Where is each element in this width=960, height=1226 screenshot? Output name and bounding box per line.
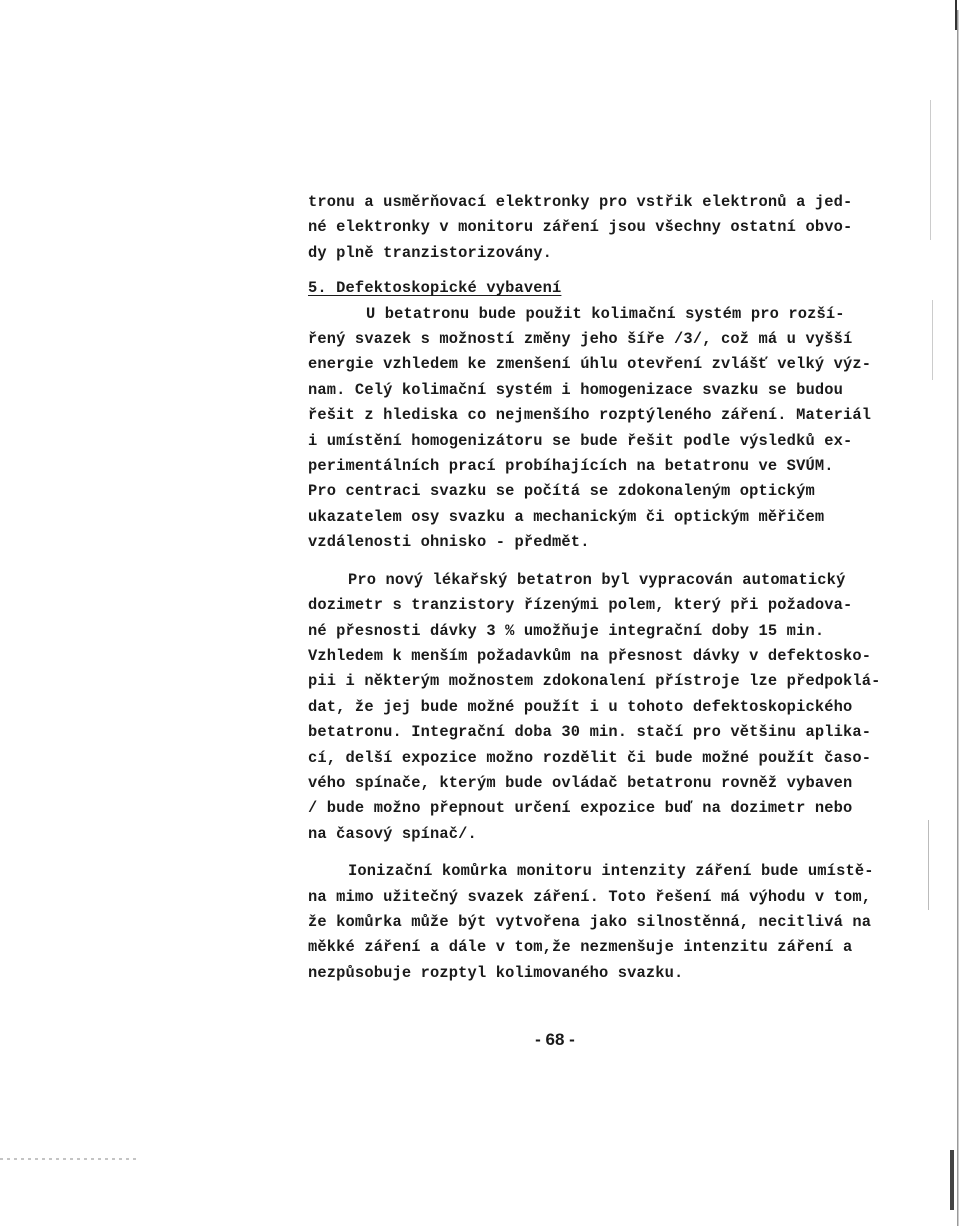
text-line: řený svazek s možností změny jeho šíře /3/, což má u vyšší <box>308 330 853 349</box>
text-line: dat, že jej bude možné použít i u tohoto defektoskopického <box>308 697 853 716</box>
text-line: Vzhledem k menším požadavkům na přesnost dávky v defektosko- <box>308 646 872 665</box>
text-line: perimentálních prací probíhajících na betatronu ve SVÚM. <box>308 457 834 476</box>
text-line: i umístění homogenizátoru se bude řešit podle výsledků ex- <box>308 431 853 450</box>
text-line: Ionizační komůrka monitoru intenzity záření bude umístě- <box>348 862 874 881</box>
text-line: energie vzhledem ke zmenšení úhlu otevření zvlášť velký výz- <box>308 355 872 374</box>
scan-bottom-mark <box>0 1158 140 1160</box>
text-line: že komůrka může být vytvořena jako silnostěnná, necitlivá na <box>308 912 872 931</box>
text-line: nezpůsobuje rozptyl kolimovaného svazku. <box>308 963 684 982</box>
text-line: dy plně tranzistorizovány. <box>308 243 553 262</box>
text-line: pii i některým možnostem zdokonalení přístroje lze předpoklá- <box>308 672 881 691</box>
text-line: vzdálenosti ohnisko - předmět. <box>308 533 590 552</box>
text-line: na časový spínač/. <box>308 824 477 843</box>
text-line: měkké záření a dále v tom,že nezmenšuje intenzitu záření a <box>308 938 853 957</box>
text-line: tronu a usměrňovací elektronky pro vstřik elektronů a jed- <box>308 193 853 211</box>
text-line: dozimetr s tranzistory řízenými polem, který při požadova- <box>308 596 853 615</box>
text-line: na mimo užitečný svazek záření. Toto řešení má výhodu v tom, <box>308 887 872 906</box>
text-line: Pro centraci svazku se počítá se zdokonaleným optickým <box>308 482 815 501</box>
text-line: né elektronky v monitoru záření jsou všechny ostatní obvo- <box>308 218 853 237</box>
page-number: - 68 - <box>535 1030 575 1049</box>
section-heading: 5. Defektoskopické vybavení <box>308 279 562 298</box>
text-line: cí, delší expozice možno rozdělit či bude možné použít časo- <box>308 748 872 767</box>
text-line: / bude možno přepnout určení expozice buď na dozimetr nebo <box>308 799 853 818</box>
document-body <box>308 190 908 986</box>
text-line: řešit z hlediska co nejmenšího rozptýleného záření. Materiál <box>308 406 872 425</box>
text-line: betatronu. Integrační doba 30 min. stačí pro většinu aplika- <box>308 723 872 742</box>
text-line: ukazatelem osy svazku a mechanickým či optickým měřičem <box>308 507 825 526</box>
text-line: U betatronu bude použit kolimační systém pro rozší- <box>366 304 845 323</box>
text-line: né přesnosti dávky 3 % umožňuje integrační doby 15 min. <box>308 621 825 640</box>
text-line: vého spínače, kterým bude ovládač betatronu rovněž vybaven <box>308 773 853 792</box>
text-line: nam. Celý kolimační systém i homogenizace svazku se budou <box>308 380 843 399</box>
text-line: Pro nový lékařský betatron byl vypracován automatický <box>348 570 846 589</box>
